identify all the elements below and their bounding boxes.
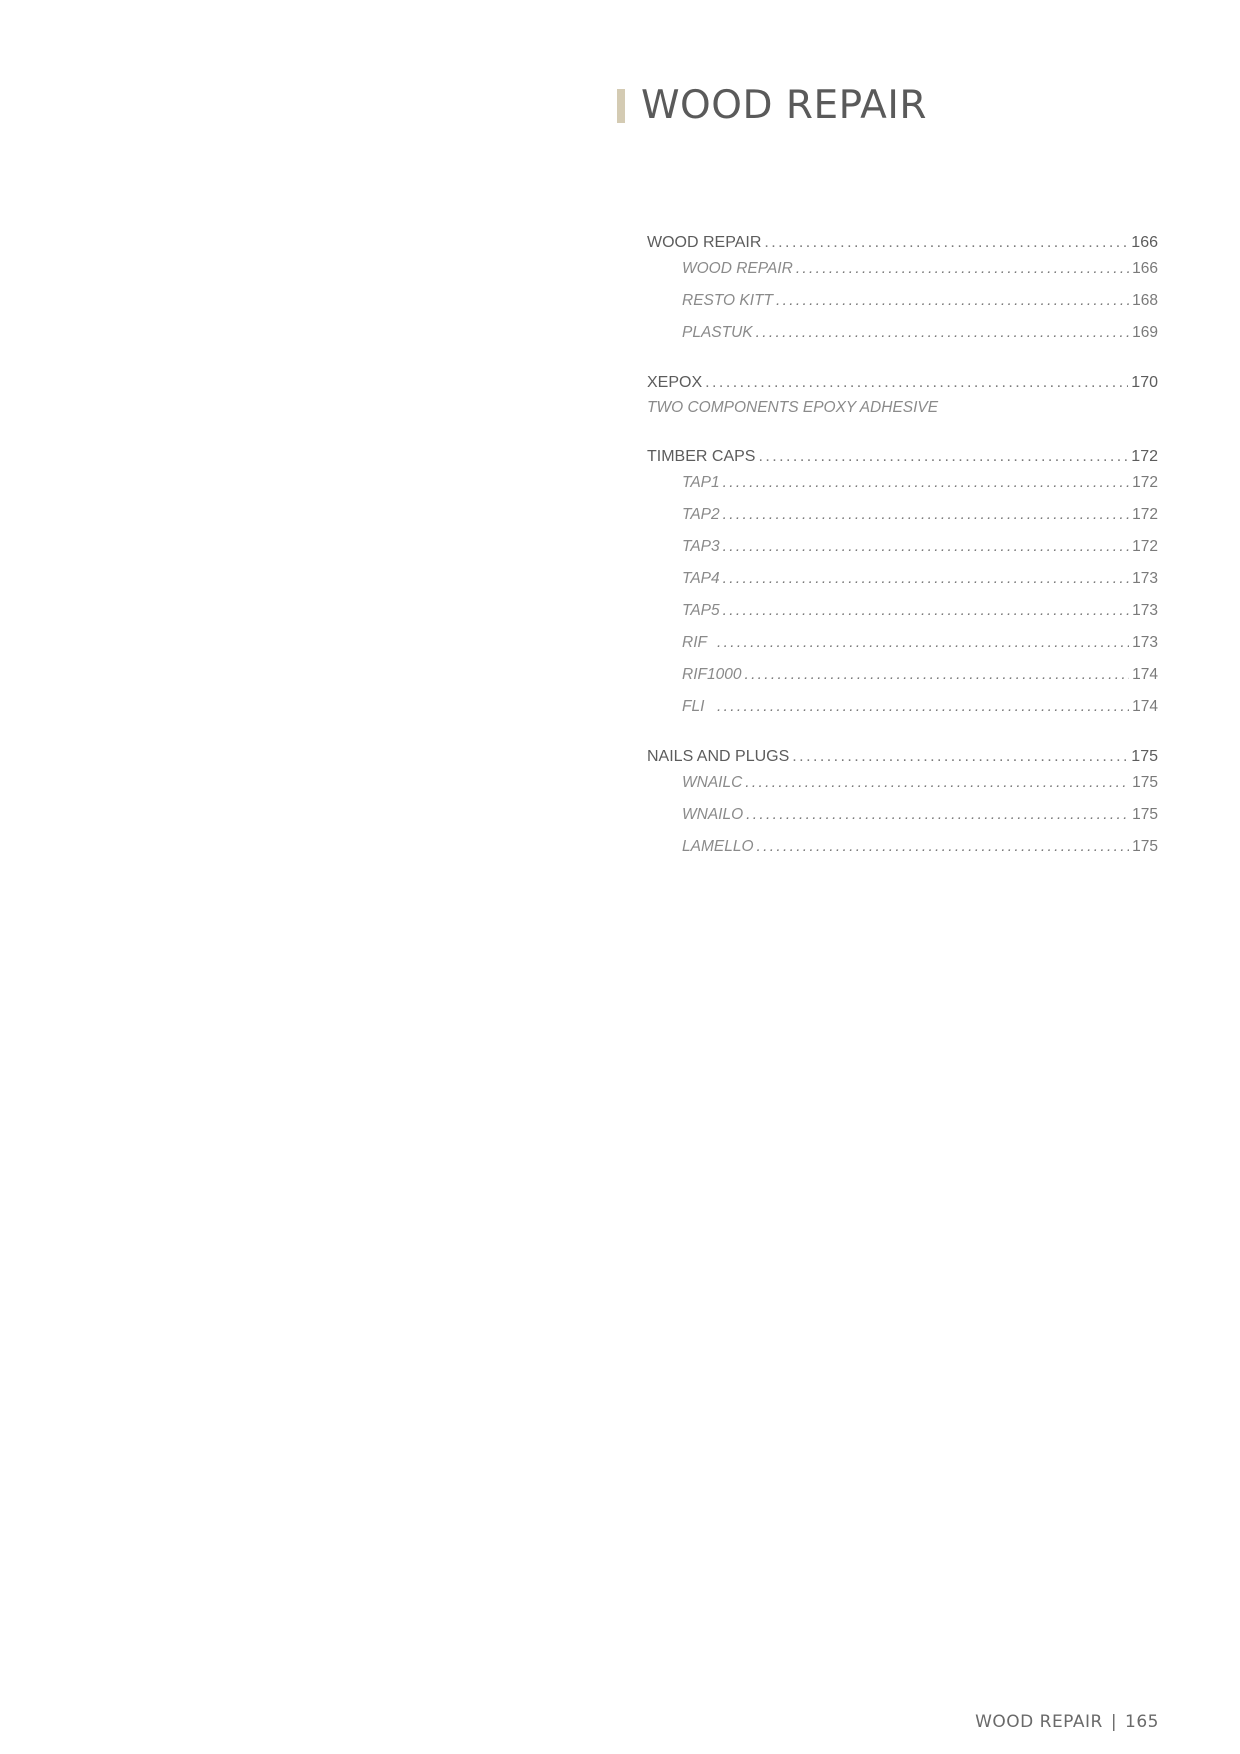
toc-subentry-page: 175	[1132, 838, 1158, 855]
toc-subentry-label: TAP1	[682, 474, 720, 491]
toc-subentry-label: TAP3	[682, 538, 720, 555]
toc-leader-dots	[746, 806, 1129, 824]
toc-leader-dots	[792, 748, 1128, 766]
toc-subentry[interactable]	[682, 838, 1158, 858]
toc-subentry-page: 173	[1132, 634, 1158, 651]
toc-subentry[interactable]	[682, 292, 1158, 312]
toc-subentry-page: 172	[1132, 538, 1158, 555]
toc-leader-dots	[723, 570, 1130, 588]
toc-subentry-page: 174	[1132, 666, 1158, 683]
toc-subentry[interactable]	[682, 260, 1158, 280]
toc-subentry-label: WNAILO	[682, 806, 744, 823]
spacer	[647, 730, 1158, 748]
toc-subentry-page: 174	[1132, 698, 1158, 715]
toc-subentry-label: TAP4	[682, 570, 720, 587]
toc-leader-dots	[723, 538, 1130, 556]
toc-subentry-label: WNAILC	[682, 774, 743, 791]
toc-leader-dots	[723, 474, 1130, 492]
toc-subentry-page: 169	[1132, 324, 1158, 341]
toc-leader-dots	[723, 506, 1130, 524]
toc-entry-page: 170	[1131, 374, 1158, 391]
toc-entry-page: 175	[1131, 748, 1158, 765]
footer-separator: |	[1110, 1712, 1118, 1732]
toc-entry-label: XEPOX	[647, 374, 703, 391]
toc-entry-page: 166	[1131, 234, 1158, 251]
toc-section-wood-repair	[647, 234, 1158, 344]
title-accent-bar	[617, 89, 625, 123]
toc-leader-dots	[758, 448, 1128, 466]
toc-entry-label: NAILS AND PLUGS	[647, 748, 790, 765]
footer-page-number: 165	[1125, 1712, 1159, 1732]
toc-subentry-label: RIF1000	[682, 666, 742, 683]
toc-entry[interactable]	[647, 234, 1158, 254]
toc-subentry-page: 173	[1132, 602, 1158, 619]
toc-subentry-label: FLI	[682, 698, 705, 715]
toc-subentry-label: TAP5	[682, 602, 720, 619]
toc-subentry[interactable]	[682, 634, 1158, 654]
toc-leader-dots	[776, 292, 1129, 310]
toc-subentry[interactable]	[682, 774, 1158, 794]
toc-section-nails-and-plugs	[647, 748, 1158, 858]
toc-subentry-label: PLASTUK	[682, 324, 753, 341]
toc-subentry[interactable]	[682, 570, 1158, 590]
toc-entry[interactable]	[647, 748, 1158, 768]
toc-subentry[interactable]	[682, 324, 1158, 344]
toc-subentry[interactable]	[682, 698, 1158, 718]
toc-subentry[interactable]	[682, 666, 1158, 686]
toc-subentry-page: 173	[1132, 570, 1158, 587]
toc-leader-dots	[757, 838, 1130, 856]
spacer	[647, 418, 1158, 448]
toc-subentry[interactable]	[682, 806, 1158, 826]
toc-leader-dots	[705, 374, 1128, 392]
toc-subentry[interactable]	[682, 538, 1158, 558]
table-of-contents	[647, 234, 1158, 870]
toc-leader-dots	[717, 634, 1129, 652]
toc-entry-label: WOOD REPAIR	[647, 234, 762, 251]
toc-subentry-label: LAMELLO	[682, 838, 754, 855]
toc-subentry[interactable]	[682, 602, 1158, 622]
toc-section-timber-caps	[647, 448, 1158, 718]
toc-leader-dots	[796, 260, 1129, 278]
toc-subentry-page: 172	[1132, 506, 1158, 523]
toc-subentry-page: 168	[1132, 292, 1158, 309]
page-header	[617, 85, 927, 127]
toc-entry[interactable]	[647, 448, 1158, 468]
toc-entry[interactable]	[647, 374, 1158, 394]
toc-entry-page: 172	[1131, 448, 1158, 465]
toc-subentry-label: RIF	[682, 634, 707, 651]
spacer	[647, 356, 1158, 374]
toc-section-xepox	[647, 374, 1158, 418]
toc-subentry-page: 172	[1132, 474, 1158, 491]
toc-subentry-page: 175	[1132, 774, 1158, 791]
toc-entry-label: TIMBER CAPS	[647, 448, 756, 465]
page-title: WOOD REPAIR	[641, 83, 927, 128]
toc-subentry-page: 175	[1132, 806, 1158, 823]
toc-subentry-label: TAP2	[682, 506, 720, 523]
page-footer	[975, 1712, 1159, 1732]
toc-subentry[interactable]	[682, 506, 1158, 526]
toc-leader-dots	[723, 602, 1130, 620]
toc-entry-description: TWO COMPONENTS EPOXY ADHESIVE	[647, 399, 939, 416]
toc-subentry-label: WOOD REPAIR	[682, 260, 793, 277]
toc-leader-dots	[717, 698, 1129, 716]
toc-subentry-label: RESTO KITT	[682, 292, 774, 309]
footer-section-title: WOOD REPAIR	[975, 1712, 1103, 1732]
toc-subentry[interactable]	[682, 474, 1158, 494]
toc-leader-dots	[756, 324, 1129, 342]
toc-leader-dots	[764, 234, 1128, 252]
toc-subentry-page: 166	[1132, 260, 1158, 277]
toc-leader-dots	[745, 774, 1129, 792]
toc-leader-dots	[744, 666, 1129, 684]
